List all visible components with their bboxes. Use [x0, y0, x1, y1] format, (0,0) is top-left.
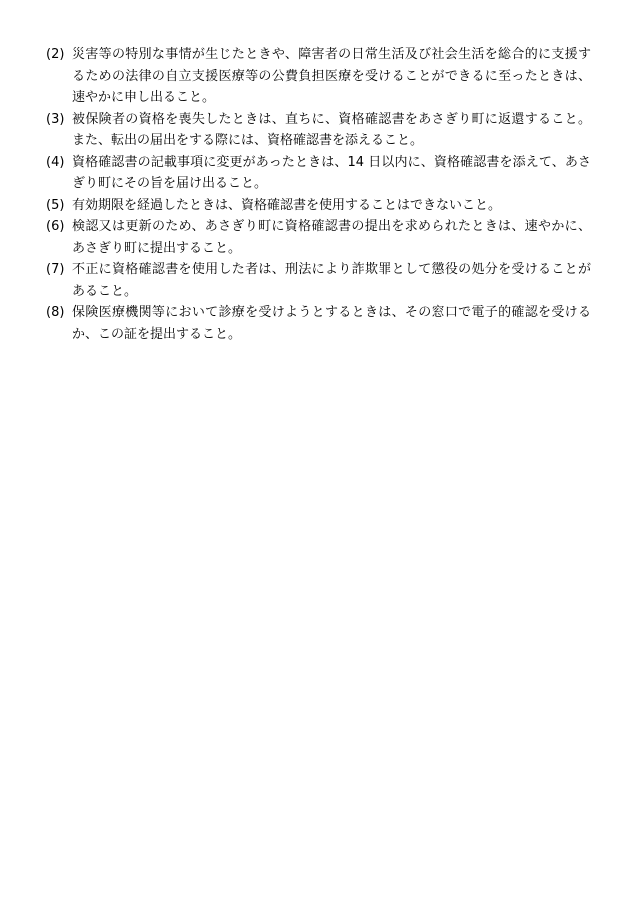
list-item-5 — [46, 195, 591, 217]
item-text: 不正に資格確認書を使用した者は、刑法により詐欺罪として懲役の処分を受けることがあること。 — [72, 262, 591, 299]
item-text: 有効期限を経過したときは、資格確認書を使用することはできないこと。 — [72, 197, 502, 213]
list-item-8 — [46, 302, 591, 345]
item-text: 資格確認書の記載事項に変更があったときは、14 日以内に、資格確認書を添えて、あさぎり町にその旨を届け出ること。 — [72, 154, 591, 191]
item-number: (4) — [46, 154, 65, 170]
item-number: (2) — [46, 47, 65, 62]
item-text: 保険医療機関等において診療を受けようとするときは、その窓口で電子的確認を受けるか、この証を提出すること。 — [72, 305, 591, 342]
list-item-6 — [46, 216, 591, 259]
list-item-7 — [46, 259, 591, 302]
list-item-3 — [46, 109, 591, 152]
item-text: 災害等の特別な事情が生じたときや、障害者の日常生活及び社会生活を総合的に支援するための法律の自立支援医療等の公費負担医療を受けることができるに至ったときは、速やかに申し出ること。 — [72, 47, 591, 105]
list-item-4 — [46, 152, 591, 195]
item-number: (3) — [46, 111, 65, 127]
item-text: 検認又は更新のため、あさぎり町に資格確認書の提出を求められたときは、速やかに、あさぎり町に提出すること。 — [72, 219, 591, 256]
item-number: (6) — [46, 219, 65, 234]
item-number: (8) — [46, 305, 65, 320]
list-item-2 — [46, 44, 591, 109]
item-number: (5) — [46, 197, 65, 213]
notice-list — [46, 44, 591, 345]
item-number: (7) — [46, 262, 65, 277]
item-text: 被保険者の資格を喪失したときは、直ちに、資格確認書をあさぎり町に返還すること。また、転出の届出をする際には、資格確認書を添えること。 — [72, 111, 591, 148]
